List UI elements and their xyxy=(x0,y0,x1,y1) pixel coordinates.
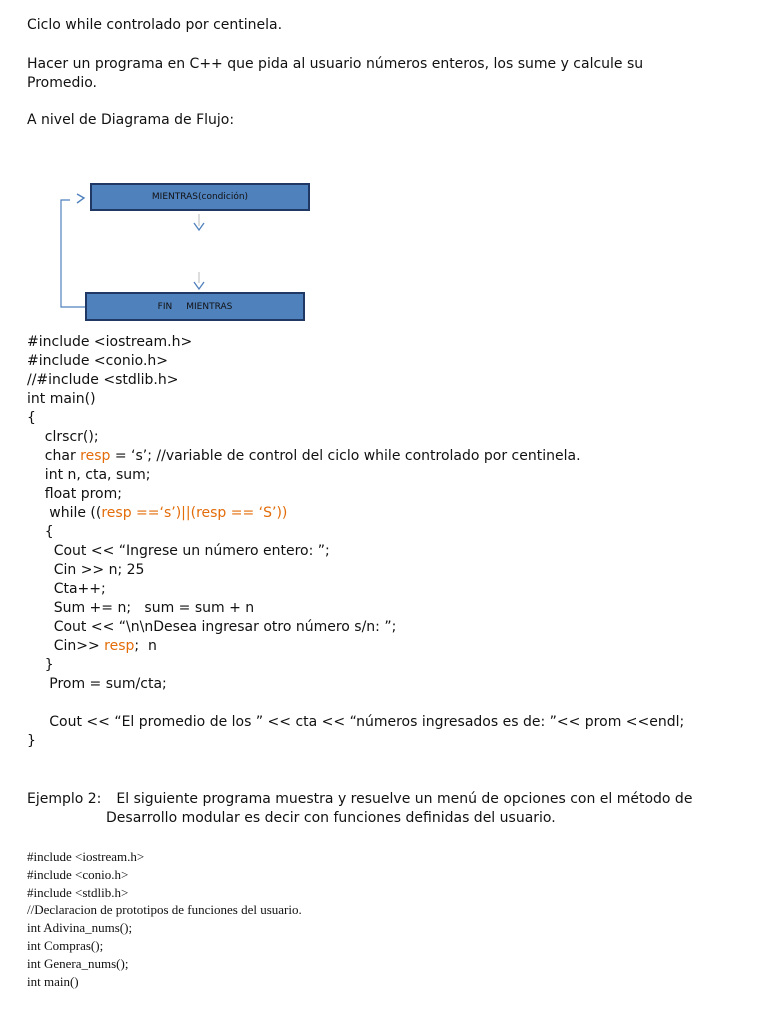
code-line: { xyxy=(27,524,54,540)
code-line: Cout << “El promedio de los ” << cta << “números ingresados es de: ”<< prom <<endl; xyxy=(27,714,685,730)
end-box-label-mientras: MIENTRAS xyxy=(186,301,233,312)
code-line: #include <conio.h> xyxy=(27,866,129,882)
example-2-label: Ejemplo 2: xyxy=(27,791,102,807)
down-arrow-icon-2 xyxy=(194,282,204,289)
end-while-box xyxy=(85,292,305,321)
code-text: ; n xyxy=(134,638,157,654)
code-line: int n, cta, sum; xyxy=(27,467,151,483)
example-2-line-1 xyxy=(27,790,692,809)
code-line: Prom = sum/cta; xyxy=(27,676,167,692)
example-2-text: El siguiente programa muestra y resuelve un menú de opciones con el método de xyxy=(116,791,693,807)
intro-paragraph: Hacer un programa en C++ que pida al usuario números enteros, los sume y calcule su Promedio. xyxy=(27,56,644,91)
loop-arrow-icon xyxy=(77,194,84,203)
code-line: Sum += n; sum = sum + n xyxy=(27,600,255,616)
while-box-label: MIENTRAS(condición) xyxy=(151,192,249,202)
highlighted-condition: resp ==‘s’)||( xyxy=(101,505,197,521)
code-line: int main() xyxy=(27,391,96,407)
code-line: clrscr(); xyxy=(27,429,99,445)
code-line: } xyxy=(27,657,54,673)
document-title: Ciclo while controlado por centinela. xyxy=(27,17,283,33)
highlighted-condition: resp == ‘S’)) xyxy=(196,505,288,521)
code-line: #include <stdlib.h> xyxy=(27,884,129,900)
flowchart xyxy=(58,180,318,325)
code-line: Cout << “\n\nDesea ingresar otro número s/n: ”; xyxy=(27,619,397,635)
code-line: #include <iostream.h> xyxy=(27,849,145,864)
highlighted-resp: resp xyxy=(80,448,111,464)
code-line: Cout << “Ingrese un número entero: ”; xyxy=(27,543,330,559)
while-condition-box xyxy=(90,183,310,211)
code-line: float prom; xyxy=(27,486,122,502)
end-box-label-fin: FIN xyxy=(157,301,173,312)
code-line: Cin >> n; 25 xyxy=(27,562,145,578)
code-line: } xyxy=(27,733,36,749)
code-line: int Adivina_nums(); xyxy=(27,920,133,936)
code-line: #include <iostream.h> xyxy=(27,334,193,350)
code-text: while (( xyxy=(27,505,102,521)
code-line: int Compras(); xyxy=(27,937,104,953)
code-line xyxy=(27,447,684,466)
code-line xyxy=(27,504,684,523)
code-text: char xyxy=(27,448,81,464)
code-line: int Genera_nums(); xyxy=(27,955,129,971)
code-line: #include <conio.h> xyxy=(27,353,169,369)
code-line: Cta++; xyxy=(27,581,106,597)
code-block-1 xyxy=(27,333,684,751)
code-text: = ‘s’; //variable de control del ciclo while controlado por centinela. xyxy=(110,448,581,464)
highlighted-resp: resp xyxy=(104,638,135,654)
code-line xyxy=(27,694,684,713)
code-line xyxy=(27,637,684,656)
code-line: //Declaracion de prototipos de funciones del usuario. xyxy=(27,902,302,918)
code-line: { xyxy=(27,410,36,426)
flowchart-label: A nivel de Diagrama de Flujo: xyxy=(27,112,235,128)
code-line: int main() xyxy=(27,973,79,989)
code-line: //#include <stdlib.h> xyxy=(27,372,179,388)
loop-back-line xyxy=(61,200,105,307)
code-block-2 xyxy=(27,848,302,990)
code-text: Cin>> xyxy=(27,638,105,654)
example-2 xyxy=(27,790,692,828)
example-2-line-2: Desarrollo modular es decir con funciones definidas del usuario. xyxy=(106,810,556,826)
